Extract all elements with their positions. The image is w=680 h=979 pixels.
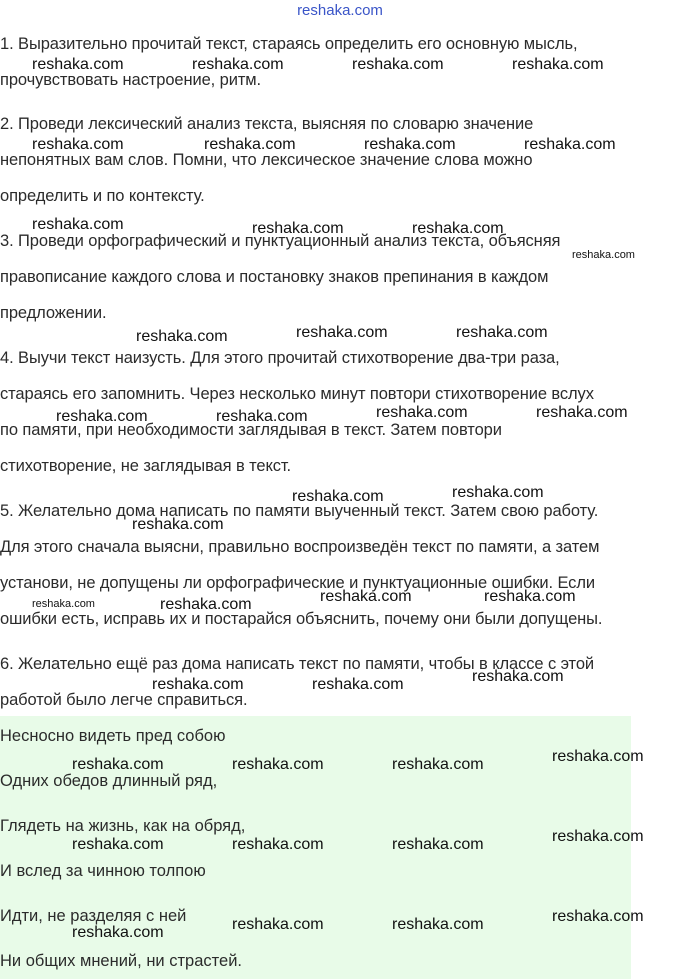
instruction-line: работой было легче справиться. <box>0 691 248 709</box>
watermark: reshaka.com <box>484 588 576 605</box>
instruction-line: Для этого сначала выясни, правильно воспроизведён текст по памяти, а затем <box>0 538 600 556</box>
watermark: reshaka.com <box>312 676 404 693</box>
poem-line: И вслед за чинною толпою <box>0 862 206 880</box>
watermark: reshaka.com <box>392 756 484 773</box>
instruction-line: 4. Выучи текст наизусть. Для этого прочитай стихотворение два-три раза, <box>0 349 560 367</box>
instruction-3 <box>0 223 680 331</box>
watermark: reshaka.com <box>232 916 324 933</box>
watermark: reshaka.com <box>132 516 224 533</box>
instruction-line: 2. Проведи лексический анализ текста, выясняя по словарю значение <box>0 115 534 133</box>
watermark: reshaka.com <box>160 596 252 613</box>
instruction-line: установи, не допущены ли орфографические и пунктуационные ошибки. Если <box>0 574 595 592</box>
instruction-line: 5. Желательно дома написать по памяти выученный текст. Затем свою работу. <box>0 502 599 520</box>
watermark: reshaka.com <box>352 56 444 73</box>
poem-line: Одних обедов длинный ряд, <box>0 772 218 790</box>
instruction-5 <box>0 493 680 637</box>
watermark: reshaka.com <box>72 756 164 773</box>
instruction-2 <box>0 106 680 214</box>
poem-line: Несносно видеть пред собою <box>0 727 226 745</box>
instruction-line: стихотворение, не заглядывая в текст. <box>0 457 292 475</box>
instruction-line: 1. Выразительно прочитай текст, стараясь определить его основную мысль, <box>0 35 578 53</box>
instruction-line: правописание каждого слова и постановку знаков препинания в каждом <box>0 268 549 286</box>
instruction-line: 6. Желательно ещё раз дома написать текст по памяти, чтобы в классе с этой <box>0 655 595 673</box>
poem-line: Глядеть на жизнь, как на обряд, <box>0 817 246 835</box>
watermark: reshaka.com <box>136 328 228 345</box>
watermark: reshaka.com <box>32 598 95 610</box>
watermark: reshaka.com <box>392 836 484 853</box>
watermark: reshaka.com <box>320 588 412 605</box>
watermark: reshaka.com <box>32 136 124 153</box>
watermark: reshaka.com <box>72 924 164 941</box>
watermark: reshaka.com <box>552 828 644 845</box>
watermark: reshaka.com <box>232 836 324 853</box>
watermark: reshaka.com <box>376 404 468 421</box>
instruction-line: определить и по контексту. <box>0 187 205 205</box>
instruction-line: стараясь его запомнить. Через несколько минут повтори стихотворение вслух <box>0 385 594 403</box>
poem-line: Идти, не разделяя с ней <box>0 907 187 925</box>
watermark: reshaka.com <box>204 136 296 153</box>
watermark: reshaka.com <box>252 220 344 237</box>
watermark: reshaka.com <box>292 488 384 505</box>
watermark: reshaka.com <box>452 484 544 501</box>
watermark: reshaka.com <box>364 136 456 153</box>
watermark: reshaka.com <box>192 56 284 73</box>
watermark: reshaka.com <box>232 756 324 773</box>
watermark: reshaka.com <box>32 216 124 233</box>
site-header[interactable]: reshaka.com <box>297 2 383 19</box>
instruction-line: ошибки есть, исправь их и постарайся объяснить, почему они были допущены. <box>0 610 603 628</box>
watermark: reshaka.com <box>472 668 564 685</box>
watermark: reshaka.com <box>524 136 616 153</box>
watermark: reshaka.com <box>72 836 164 853</box>
watermark: reshaka.com <box>216 408 308 425</box>
instruction-line: по памяти, при необходимости заглядывая в текст. Затем повтори <box>0 421 502 439</box>
instruction-line: непонятных вам слов. Помни, что лексическое значение слова можно <box>0 151 533 169</box>
watermark: reshaka.com <box>32 56 124 73</box>
watermark: reshaka.com <box>552 908 644 925</box>
watermark: reshaka.com <box>152 676 244 693</box>
watermark: reshaka.com <box>512 56 604 73</box>
watermark: reshaka.com <box>552 748 644 765</box>
watermark: reshaka.com <box>392 916 484 933</box>
watermark: reshaka.com <box>572 249 635 261</box>
watermark: reshaka.com <box>296 324 388 341</box>
instruction-line: предложении. <box>0 304 107 322</box>
watermark: reshaka.com <box>456 324 548 341</box>
watermark: reshaka.com <box>56 408 148 425</box>
watermark: reshaka.com <box>536 404 628 421</box>
instruction-line: 3. Проведи орфографический и пунктуационный анализ текста, объясняя <box>0 232 561 250</box>
watermark: reshaka.com <box>412 220 504 237</box>
instruction-line: прочувствовать настроение, ритм. <box>0 71 262 89</box>
poem-line: Ни общих мнений, ни страстей. <box>0 952 242 970</box>
